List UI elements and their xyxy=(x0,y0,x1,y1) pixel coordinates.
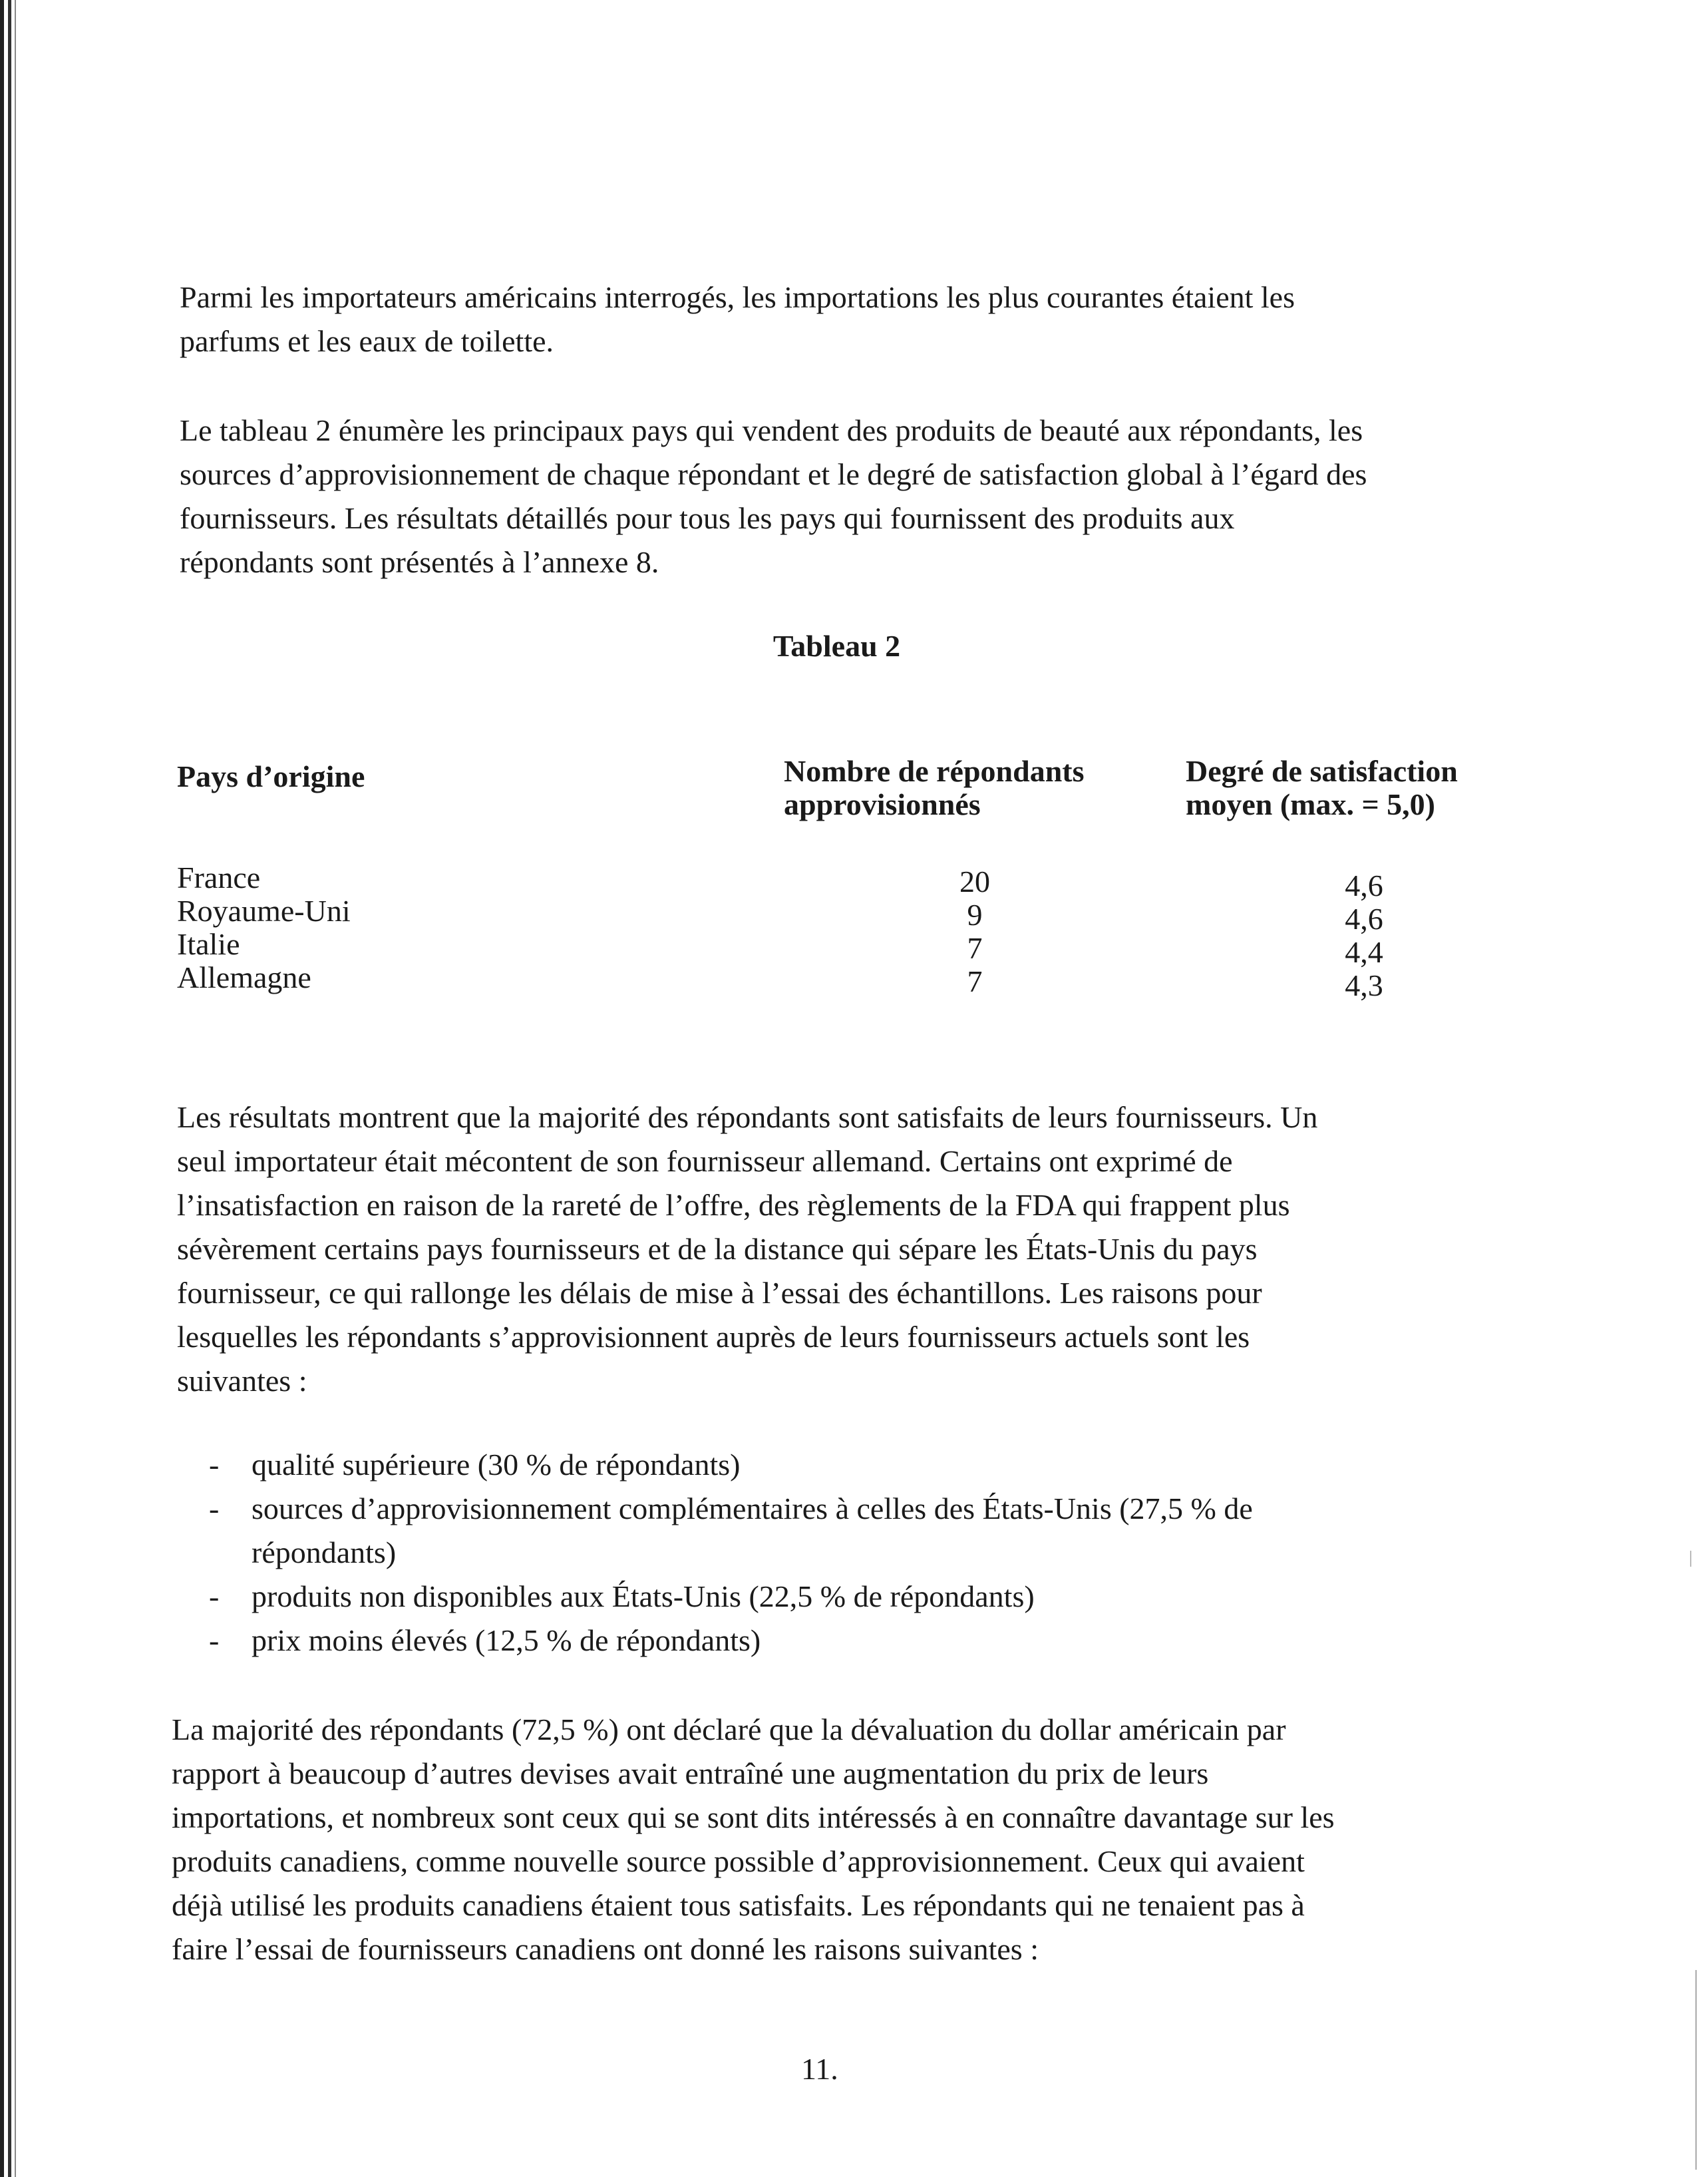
text-line: suivantes : xyxy=(177,1364,307,1398)
list-item-text: répondants) xyxy=(252,1535,397,1569)
column-header-country: Pays d’origine xyxy=(177,759,365,793)
results-paragraph xyxy=(177,1095,1508,1403)
bullet-dash: - xyxy=(209,1579,220,1613)
table-cell-count: 7 xyxy=(967,964,983,998)
text-line: faire l’essai de fournisseurs canadiens ont donné les raisons suivantes : xyxy=(172,1932,1039,1966)
text-line: La majorité des répondants (72,5 %) ont déclaré que la dévaluation du dollar américain par xyxy=(172,1712,1286,1746)
text-line: rapport à beaucoup d’autres devises avait entraîné une augmentation du prix de leurs xyxy=(172,1756,1209,1790)
table-title: Tableau 2 xyxy=(772,629,901,663)
list-item xyxy=(209,1443,1449,1487)
reasons-list xyxy=(209,1443,1449,1663)
intro-paragraph xyxy=(180,276,1510,363)
scan-edge-mark xyxy=(1690,1551,1691,1567)
table-cell-satisfaction: 4,3 xyxy=(1345,968,1383,1002)
text-line: produits canadiens, comme nouvelle source possible d’approvisionnement. Ceux qui avaient xyxy=(172,1844,1305,1878)
table-cell-country: France xyxy=(177,861,261,894)
text-line: seul importateur était mécontent de son fournisseur allemand. Certains ont exprimé de xyxy=(177,1144,1233,1178)
text-line: Les résultats montrent que la majorité des répondants sont satisfaits de leurs fournisseurs. Un xyxy=(177,1100,1318,1134)
table-cell-country: Allemagne xyxy=(177,960,311,994)
list-item-text: qualité supérieure (30 % de répondants) xyxy=(252,1448,741,1482)
bullet-dash: - xyxy=(209,1623,220,1657)
text-line: fournisseur, ce qui rallonge les délais de mise à l’essai des échantillons. Les raisons pour xyxy=(177,1276,1262,1310)
bullet-dash: - xyxy=(209,1491,220,1525)
table-cell-satisfaction: 4,6 xyxy=(1345,902,1383,936)
list-item xyxy=(209,1575,1449,1619)
page-number: 11. xyxy=(801,2052,838,2086)
table-intro-paragraph xyxy=(180,409,1510,584)
text-line: parfums et les eaux de toilette. xyxy=(180,324,554,358)
list-item-text: produits non disponibles aux États-Unis (22,5 % de répondants) xyxy=(252,1579,1035,1613)
text-line: l’insatisfaction en raison de la rareté de l’offre, des règlements de la FDA qui frappent plus xyxy=(177,1188,1290,1222)
text-line: sources d’approvisionnement de chaque répondant et le degré de satisfaction global à l’égard des xyxy=(180,457,1367,491)
scan-binding-edge xyxy=(0,0,4,2177)
devaluation-paragraph xyxy=(172,1708,1502,1971)
text-line: Parmi les importateurs américains interrogés, les importations les plus courantes étaient les xyxy=(180,280,1295,314)
scan-edge-mark xyxy=(1695,1970,1697,2170)
scan-binding-edge xyxy=(8,0,11,2177)
table-cell-country: Royaume-Uni xyxy=(177,894,351,928)
text-line: fournisseurs. Les résultats détaillés pour tous les pays qui fournissent des produits aux xyxy=(180,501,1235,535)
table-cell-count: 20 xyxy=(959,865,990,898)
bullet-dash: - xyxy=(209,1448,220,1482)
table-cell-satisfaction: 4,4 xyxy=(1345,935,1383,969)
list-item-text: prix moins élevés (12,5 % de répondants) xyxy=(252,1623,761,1657)
text-line: répondants sont présentés à l’annexe 8. xyxy=(180,545,659,579)
table-cell-country: Italie xyxy=(177,927,240,961)
table-cell-satisfaction: 4,6 xyxy=(1345,869,1383,902)
text-line: importations, et nombreux sont ceux qui se sont dits intéressés à en connaître davantage sur les xyxy=(172,1800,1335,1834)
text-line: sévèrement certains pays fournisseurs et de la distance qui sépare les États-Unis du pays xyxy=(177,1232,1258,1266)
column-header-respondent-count: Nombre de répondants approvisionnés xyxy=(784,754,1085,821)
text-line: déjà utilisé les produits canadiens étaient tous satisfaits. Les répondants qui ne tenaient pas à xyxy=(172,1888,1305,1922)
table-cell-count: 9 xyxy=(967,898,983,932)
column-header-satisfaction: Degré de satisfaction moyen (max. = 5,0) xyxy=(1186,754,1458,821)
text-line: Le tableau 2 énumère les principaux pays qui vendent des produits de beauté aux répondants, les xyxy=(180,413,1363,447)
list-item-text: sources d’approvisionnement complémentaires à celles des États-Unis (27,5 % de xyxy=(252,1491,1253,1525)
list-item xyxy=(209,1487,1449,1575)
table-cell-count: 7 xyxy=(967,931,983,965)
scan-binding-edge xyxy=(15,0,16,2177)
list-item xyxy=(209,1619,1449,1663)
text-line: lesquelles les répondants s’approvisionnent auprès de leurs fournisseurs actuels sont les xyxy=(177,1320,1250,1354)
